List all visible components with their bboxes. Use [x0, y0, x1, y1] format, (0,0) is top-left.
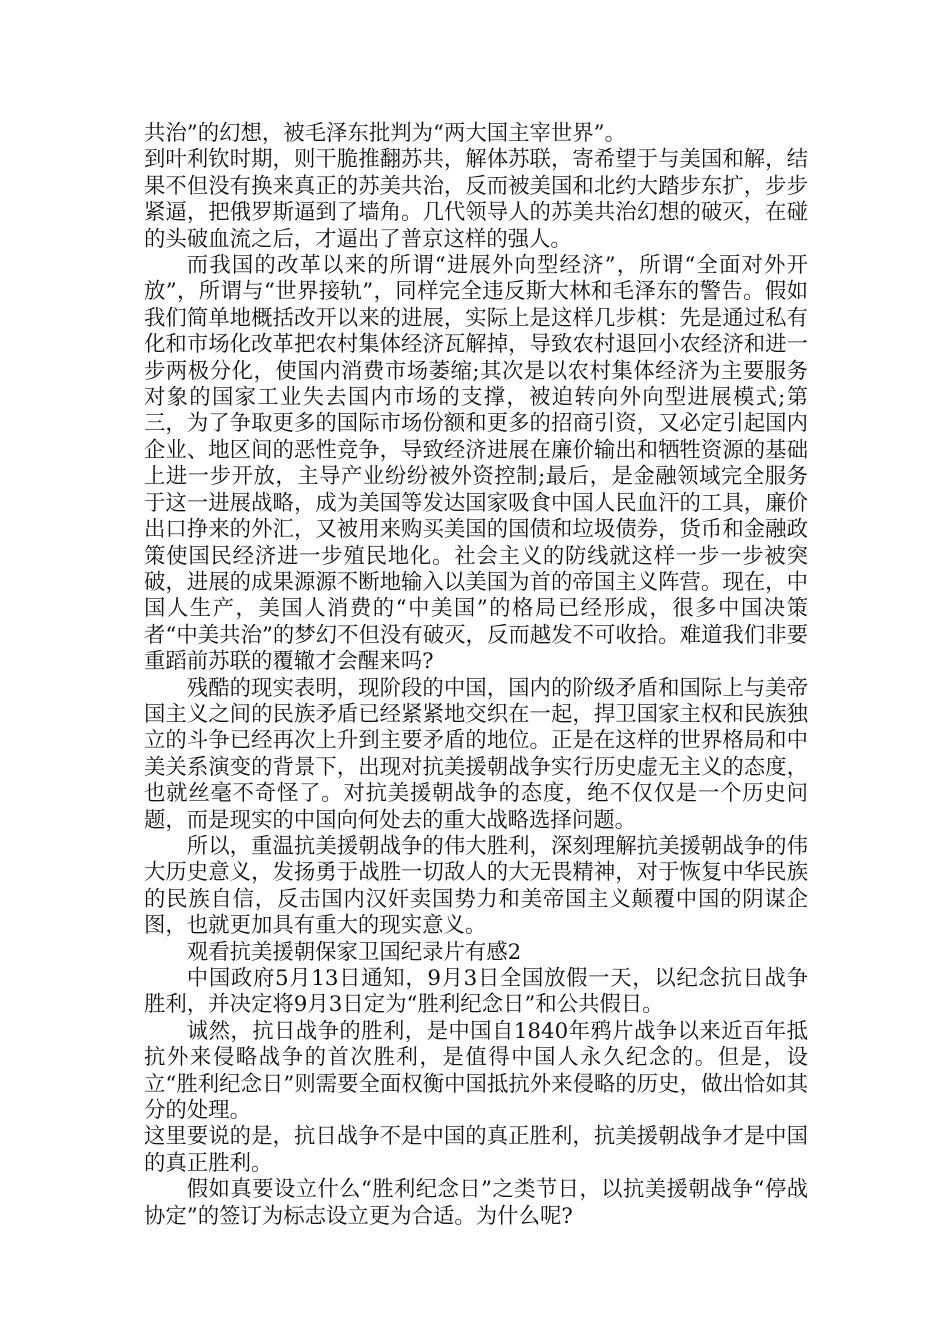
- document-page: [144, 121, 808, 1230]
- paragraph: 而我国的改革以来的所谓“进展外向型经济”，所谓“全面对外开放”，所谓与“世界接轨”，同样完全违反斯大林和毛泽东的警告。假如我们简单地概括改开以来的进展，实际上是这样几步棋：先是通过私有化和市场化改革把农村集体经济瓦解掉，导致农村退回小农经济和进一步两极分化，使国内消费市场萎缩;其次是以农村集体经济为主要服务对象的国家工业失去国内市场的支撑，被迫转向外向型进展模式;第三，为了争取更多的国际市场份额和更多的招商引资，又必定引起国内企业、地区间的恶性竞争，导致经济进展在廉价输出和牺牲资源的基础上进一步开放，主导产业纷纷被外资控制;最后，是金融领域完全服务于这一进展战略，成为美国等发达国家吸食中国人民血汗的工具，廉价出口挣来的外汇，又被用来购买美国的国债和垃圾债券，货币和金融政策使国民经济进一步殖民地化。社会主义的防线就这样一步一步被突破，进展的成果源源不断地输入以美国为首的帝国主义阵营。现在，中国人生产，美国人消费的“中美国”的格局已经形成，很多中国决策者“中美共治”的梦幻不但没有破灭，反而越发不可收拾。难道我们非要重蹈前苏联的覆辙才会醒来吗?: [144, 253, 808, 675]
- paragraph: 共治”的幻想，被毛泽东批判为“两大国主宰世界”。: [144, 121, 627, 146]
- paragraph: 中国政府5月13日通知，9月3日全国放假一天，以纪念抗日战争胜利，并决定将9月3日定为“胜利纪念日”和公共假日。: [144, 966, 808, 1018]
- paragraph: 残酷的现实表明，现阶段的中国，国内的阶级矛盾和国际上与美帝国主义之间的民族矛盾已经紧紧地交织在一起，捍卫国家主权和民族独立的斗争已经再次上升到主要矛盾的地位。正是在这样的世界格局和中美关系演变的背景下，出现对抗美援朝战争实行历史虚无主义的态度，也就丝毫不奇怪了。对抗美援朝战争的态度，绝不仅仅是一个历史问题，而是现实的中国向何处去的重大战略选择问题。: [144, 675, 808, 833]
- paragraph: 这里要说的是，抗日战争不是中国的真正胜利，抗美援朝战争才是中国的真正胜利。: [144, 1124, 808, 1176]
- paragraph: 所以，重温抗美援朝战争的伟大胜利，深刻理解抗美援朝战争的伟大历史意义，发扬勇于战胜一切敌人的大无畏精神，对于恢复中华民族的民族自信，反击国内汉奸卖国势力和美帝国主义颠覆中国的阴谋企图，也就更加具有重大的现实意义。: [144, 833, 808, 939]
- paragraph: 到叶利钦时期，则干脆推翻苏共，解体苏联，寄希望于与美国和解，结果不但没有换来真正的苏美共治，反而被美国和北约大踏步东扩，步步紧逼，把俄罗斯逼到了墙角。几代领导人的苏美共治幻想的破灭，在碰的头破血流之后，才逼出了普京这样的强人。: [144, 147, 808, 252]
- paragraph: 假如真要设立什么“胜利纪念日”之类节日，以抗美援朝战争“停战协定”的签订为标志设立更为合适。为什么呢?: [144, 1177, 808, 1229]
- section-heading: 观看抗美援朝保家卫国纪录片有感2: [186, 939, 522, 965]
- paragraph: 诚然，抗日战争的胜利，是中国自1840年鸦片战争以来近百年抵抗外来侵略战争的首次胜利，是值得中国人永久纪念的。但是，设立“胜利纪念日”则需要全面权衡中国抵抗外来侵略的历史，做出恰如其分的处理。: [144, 1018, 808, 1124]
